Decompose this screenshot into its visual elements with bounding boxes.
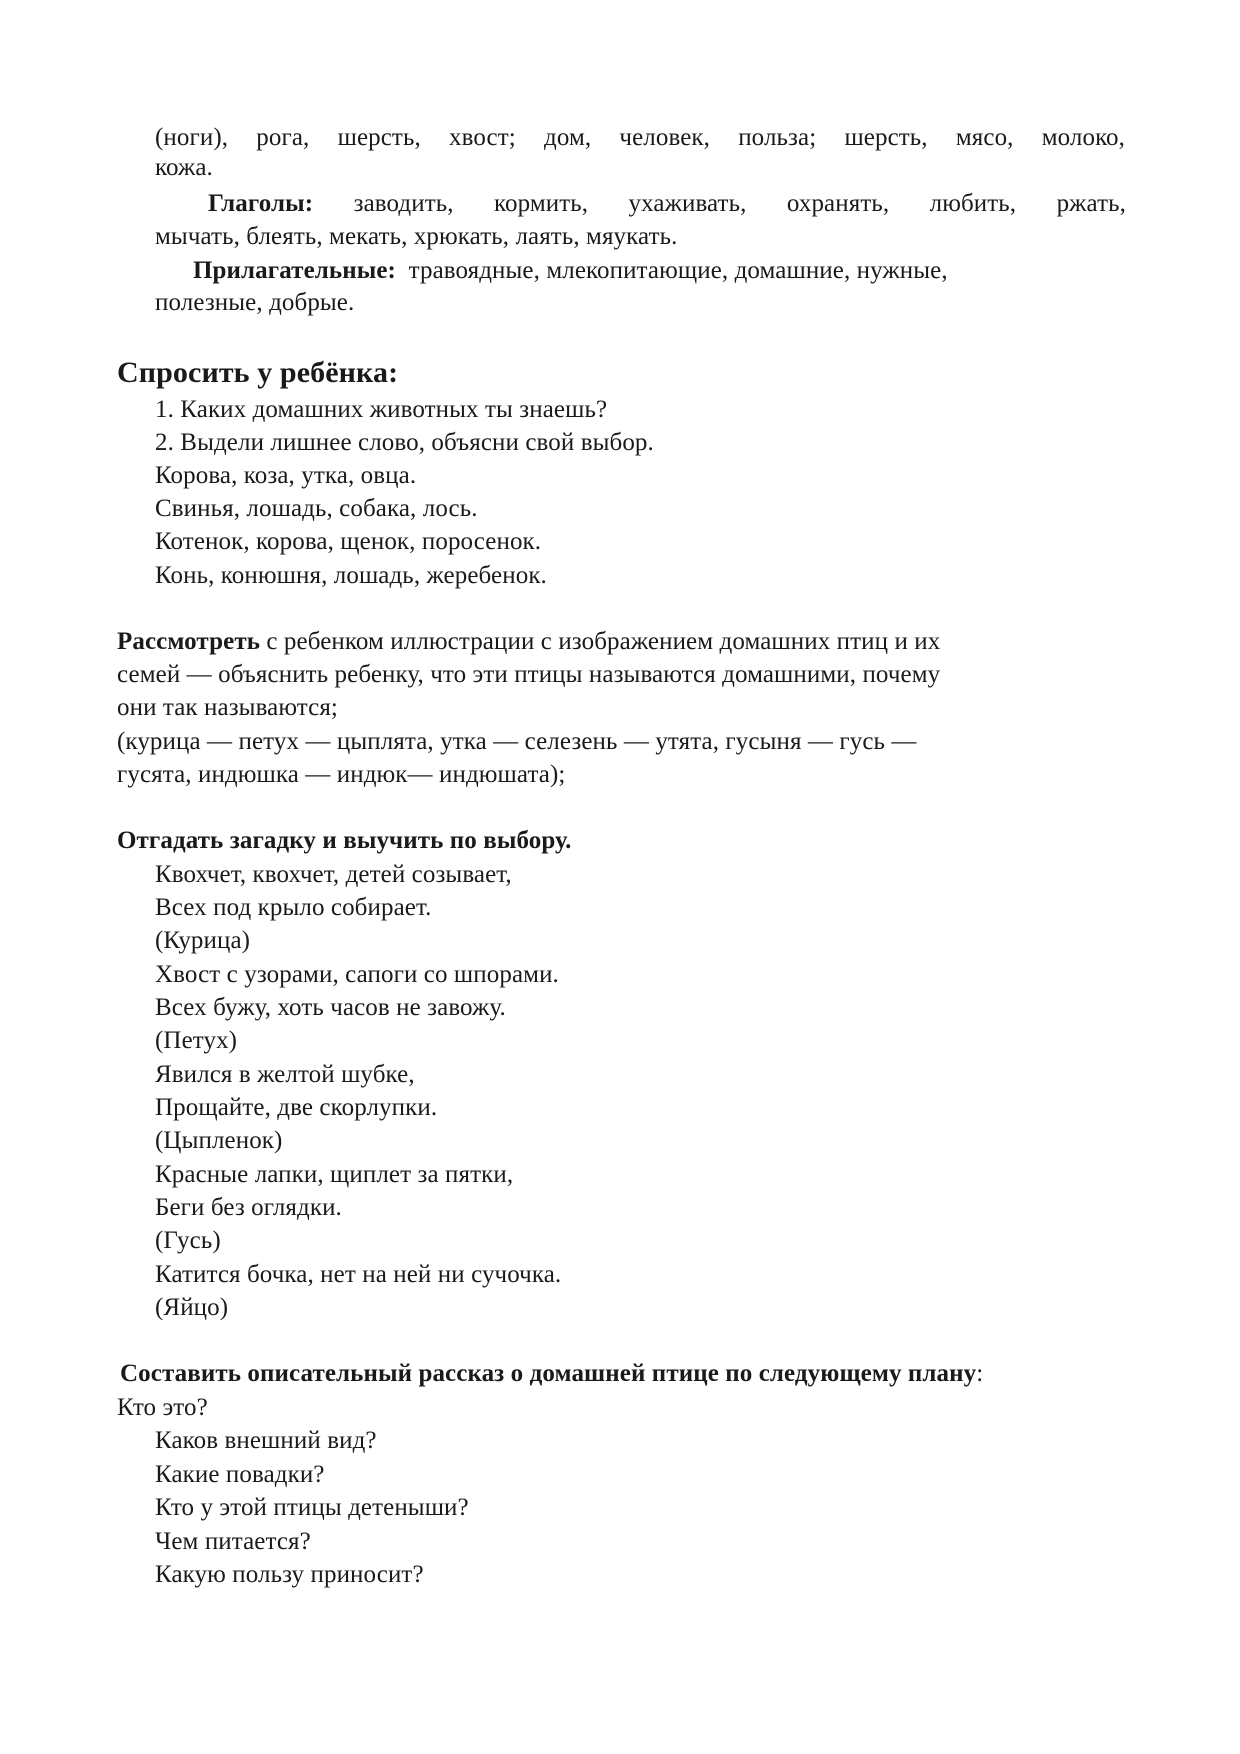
story-item: Какие повадки? bbox=[155, 1461, 325, 1488]
vocab-line-1: (ноги), рога, шерсть, хвост; дом, человек, польза; шерсть, мясо, молоко, bbox=[155, 124, 1125, 151]
look-line-1 bbox=[117, 627, 940, 657]
ask-heading: Спросить у ребёнка: bbox=[117, 356, 399, 389]
riddle-line: Катится бочка, нет на ней ни сучочка. bbox=[155, 1261, 562, 1288]
look-line-4: (курица — петух — цыплята, утка — селезень — утята, гусыня — гусь — bbox=[117, 728, 917, 755]
riddle-line: Хвост с узорами, сапоги со шпорами. bbox=[155, 961, 559, 988]
riddle-line: Красные лапки, щиплет за пятки, bbox=[155, 1161, 514, 1188]
riddle-line: Всех бужу, хоть часов не завожу. bbox=[155, 994, 506, 1021]
riddle-line: Явился в желтой шубке, bbox=[155, 1061, 415, 1088]
story-item: Кто у этой птицы детеныши? bbox=[155, 1494, 469, 1521]
story-item: Чем питается? bbox=[155, 1528, 311, 1555]
verbs-line-1 bbox=[208, 189, 1126, 219]
story-heading bbox=[120, 1359, 983, 1389]
look-line-2: семей — объяснить ребенку, что эти птицы называются домашними, почему bbox=[117, 661, 941, 688]
riddle-answer: (Гусь) bbox=[155, 1227, 221, 1254]
adjectives-line-1 bbox=[193, 256, 948, 286]
riddle-answer: (Цыпленок) bbox=[155, 1127, 283, 1154]
look-line-3: они так называются; bbox=[117, 694, 338, 721]
vocab-line-2: кожа. bbox=[155, 154, 213, 181]
look-line-1-rest: с ребенком иллюстрации с изображением домашних птиц и их bbox=[260, 628, 941, 655]
riddle-answer: (Курица) bbox=[155, 927, 251, 954]
ask-item-1: 1. Каких домашних животных ты знаешь? bbox=[155, 396, 608, 423]
riddle-answer: (Яйцо) bbox=[155, 1294, 229, 1321]
riddle-answer: (Петух) bbox=[155, 1027, 238, 1054]
look-lead: Рассмотреть bbox=[117, 628, 261, 655]
verbs-text-1: заводить, кормить, ухаживать, охранять, любить, ржать, bbox=[353, 190, 1126, 217]
adjectives-label: Прилагательные: bbox=[193, 257, 396, 284]
story-heading-colon: : bbox=[976, 1360, 984, 1387]
riddle-line: Всех под крыло собирает. bbox=[155, 894, 432, 921]
ask-item-4: Свинья, лошадь, собака, лось. bbox=[155, 495, 478, 522]
riddle-line: Прощайте, две скорлупки. bbox=[155, 1094, 438, 1121]
ask-item-3: Корова, коза, утка, овца. bbox=[155, 462, 417, 489]
verbs-label: Глаголы: bbox=[208, 190, 314, 217]
look-line-5: гусята, индюшка — индюк— индюшата); bbox=[117, 761, 566, 788]
riddles-heading: Отгадать загадку и выучить по выбору. bbox=[117, 827, 572, 854]
riddle-line: Беги без оглядки. bbox=[155, 1194, 342, 1221]
story-first-question: Кто это? bbox=[117, 1394, 208, 1421]
story-item: Каков внешний вид? bbox=[155, 1427, 377, 1454]
ask-item-2: 2. Выдели лишнее слово, объясни свой выбор. bbox=[155, 429, 654, 456]
adjectives-text-1: травоядные, млекопитающие, домашние, нужные, bbox=[408, 257, 948, 284]
ask-item-6: Конь, конюшня, лошадь, жеребенок. bbox=[155, 562, 547, 589]
adjectives-line-2: полезные, добрые. bbox=[155, 289, 355, 316]
verbs-line-2: мычать, блеять, мекать, хрюкать, лаять, мяукать. bbox=[155, 223, 678, 250]
story-item: Какую пользу приносит? bbox=[155, 1561, 424, 1588]
ask-item-5: Котенок, корова, щенок, поросенок. bbox=[155, 528, 542, 555]
riddle-line: Квохчет, квохчет, детей созывает, bbox=[155, 861, 512, 888]
story-heading-text: Составить описательный рассказ о домашней птице по следующему плану bbox=[120, 1360, 977, 1387]
